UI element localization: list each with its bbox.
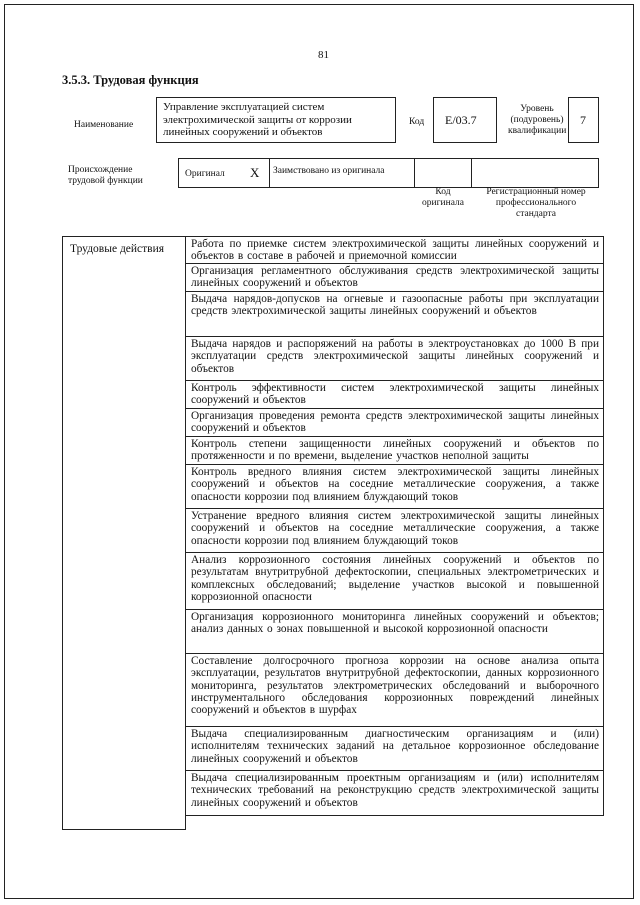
- action-item: Организация коррозионного мониторинга линейных сооружений и объектов; анализ данных о зонах повышенной и высокой коррозионной опасности: [185, 610, 604, 654]
- code-value: Е/03.7: [445, 113, 477, 127]
- actions-label-cell: [62, 236, 186, 830]
- action-item: Выдача нарядов и распоряжений на работы в электроустановках до 1000 В при эксплуатации средств электрохимической защиты линейных сооружений и объектов: [185, 337, 604, 381]
- action-item: Составление долгосрочного прогноза коррозии на основе анализа опыта эксплуатации, результатов внутритрубной дефектоскопии, данных коррозионного мониторинга, результатов электрометрических обследований и выборочного инструментального обследования коррозионных повреждений линейных сооружений и объектов в шурфах: [185, 654, 604, 727]
- code-caption: Код оригинала: [422, 187, 464, 208]
- original-label: Оригинал: [185, 169, 225, 179]
- reg-caption: Регистрационный номер профессионального стандарта: [486, 187, 586, 219]
- origin-borrowed-cell: [269, 158, 415, 188]
- actions-list: [185, 236, 604, 816]
- level-label: Уровень (подуровень) квалификации: [508, 104, 567, 136]
- level-box: [568, 97, 599, 143]
- code-box: [433, 97, 497, 143]
- origin-label: Происхождение трудовой функции: [68, 165, 143, 186]
- level-value: 7: [580, 113, 586, 127]
- origin-code-cell: [414, 158, 472, 188]
- action-item: Устранение вредного влияния систем электрохимической защиты линейных сооружений и объектов на соседние металлические сооружения, а также опасности коррозии под влиянием блуждающий токов: [185, 509, 604, 553]
- action-item: Выдача специализированным проектным организациям и (или) исполнителям технических требований на реконструкцию средств электрохимической защиты линейных сооружений и объектов: [185, 771, 604, 816]
- name-value: Управление эксплуатацией систем электрохимической защиты от коррозии линейных сооружений и объектов: [163, 101, 352, 138]
- action-item: Организация регламентного обслуживания средств электрохимической защиты линейных сооружений и объектов: [185, 264, 604, 292]
- origin-reg-cell: [471, 158, 599, 188]
- action-item: Анализ коррозионного состояния линейных сооружений и объектов по результатам внутритрубной дефектоскопии, специальных электрометрических и комплексных обследований; выделение участков высокой и повышенной коррозионной опасности: [185, 553, 604, 610]
- action-item: Работа по приемке систем электрохимической защиты линейных сооружений и объектов в составе в рабочей и приемочной комиссии: [185, 236, 604, 264]
- origin-original-cell: [178, 158, 270, 188]
- action-item: Выдача специализированным диагностическим организациям и (или) исполнителям технических заданий на детальное коррозионное обследование линейных сооружений и объектов: [185, 727, 604, 771]
- action-item: Контроль эффективности систем электрохимической защиты линейных сооружений и объектов: [185, 381, 604, 409]
- action-item: Контроль вредного влияния систем электрохимической защиты линейных сооружений и объектов на соседние металлические сооружения, а также опасности коррозии под влиянием блуждающий токов: [185, 465, 604, 509]
- page-number: 81: [318, 49, 329, 61]
- original-mark: X: [250, 165, 260, 180]
- name-label: Наименование: [74, 120, 134, 130]
- code-label: Код: [409, 117, 425, 127]
- borrowed-label: Заимствовано из оригинала: [273, 166, 385, 176]
- action-item: Выдача нарядов-допусков на огневые и газоопасные работы при эксплуатации средств электрохимической защиты линейных сооружений и объектов: [185, 292, 604, 337]
- name-box: [156, 97, 396, 143]
- actions-label: Трудовые действия: [70, 243, 165, 255]
- action-item: Контроль степени защищенности линейных сооружений и объектов по протяженности и по времени, выделение участков неполной защиты: [185, 437, 604, 465]
- section-title: 3.5.3. Трудовая функция: [62, 73, 199, 87]
- action-item: Организация проведения ремонта средств электрохимической защиты линейных сооружений и объектов: [185, 409, 604, 437]
